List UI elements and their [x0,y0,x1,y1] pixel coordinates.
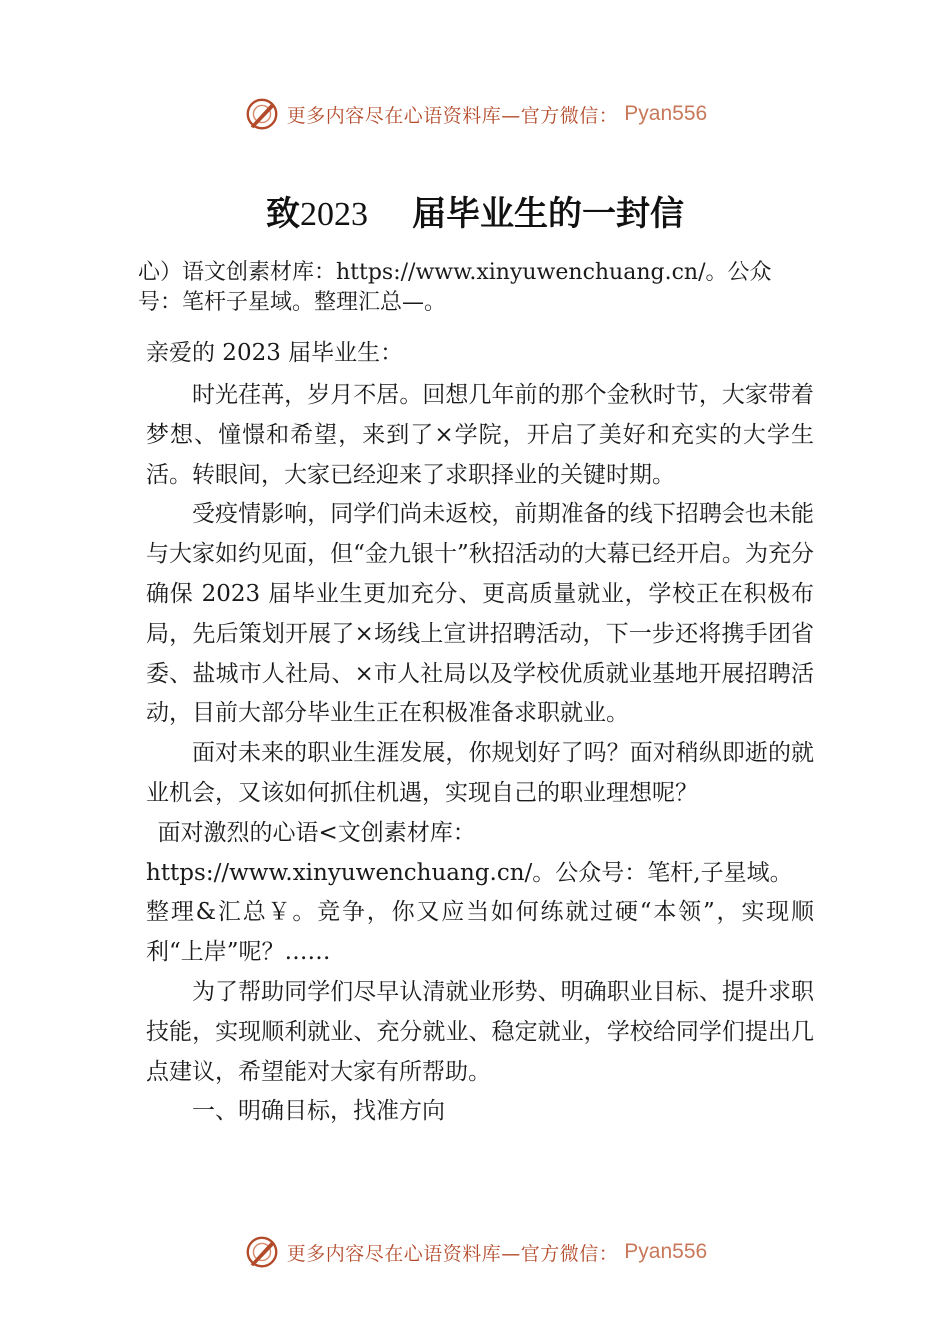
watermark-contact: Pyan556 [624,102,708,125]
salutation: 亲爱的 2023 届毕业生： [146,340,404,366]
letter-body [146,376,814,1132]
title-year: 2023 [300,196,368,233]
quill-circle-logo-icon [243,95,281,133]
paragraph: 为了帮助同学们尽早认清就业形势、明确职业目标、提升求职技能，实现顺利就业、充分就业、稳定就业，学校给同学们提出几点建议，希望能对大家有所帮助。 [146,978,814,1085]
mixed-line-2: https://www.xinyuwenchuang.cn/。公众号：笔杆,子星域。 [146,859,793,886]
watermark-slogan: 更多内容尽在心语资料库—官方微信： [286,104,619,127]
paragraph: 时光荏苒，岁月不居。回想几年前的那个金秋时节，大家带着梦想、憧憬和希望，来到了×学院，开启了美好和充实的大学生活。转眼间，大家已经迎来了求职择业的关键时期。 [146,382,814,488]
paragraph: 受疫情影响，同学们尚未返校，前期准备的线下招聘会也未能与大家如约见面，但“金九银十”秋招活动的大幕已经开启。为充分确保 2023 届毕业生更加充分、更高质量就业，学校正在积极布局，先后策划开展了×场线上宣讲招聘活动，下一步还将携手团省委、盐城市人社局、×市人社局以及学校优质就业基地开展招聘活动，目前大部分毕业生正在积极准备求职就业。 [146,501,814,727]
watermark-slogan: 更多内容尽在心语资料库—官方微信： [286,1242,619,1265]
quill-circle-logo-icon [243,1233,281,1271]
ad-line-1: 心）语文创素材库：https://www.xinyuwenchuang.cn/。公众 [138,260,772,285]
mixed-line-1: 面对激烈的心语<文创素材库： [157,819,476,846]
document-title [0,186,950,235]
title-rest: 届毕业生的一封信 [412,194,684,234]
section-heading: 一、明确目标，找准方向 [192,1098,445,1125]
watermark-contact: Pyan556 [624,1240,708,1263]
watermark-banner-bottom [0,1232,950,1272]
mixed-paragraph [146,814,814,973]
watermark-banner-top [0,94,950,134]
title-prefix: 致 [266,194,300,234]
mixed-line-3: 整理&汇总￥。竞争，你又应当如何练就过硬“本领”，实现顺利“上岸”呢？…… [146,899,814,966]
paragraph: 面对未来的职业生涯发展，你规划好了吗？面对稍纵即逝的就业机会，又该如何抓住机遇，实现自己的职业理想呢？ [146,740,814,806]
ad-line-2: 号：笔杆子星域。整理汇总—。 [138,290,447,315]
